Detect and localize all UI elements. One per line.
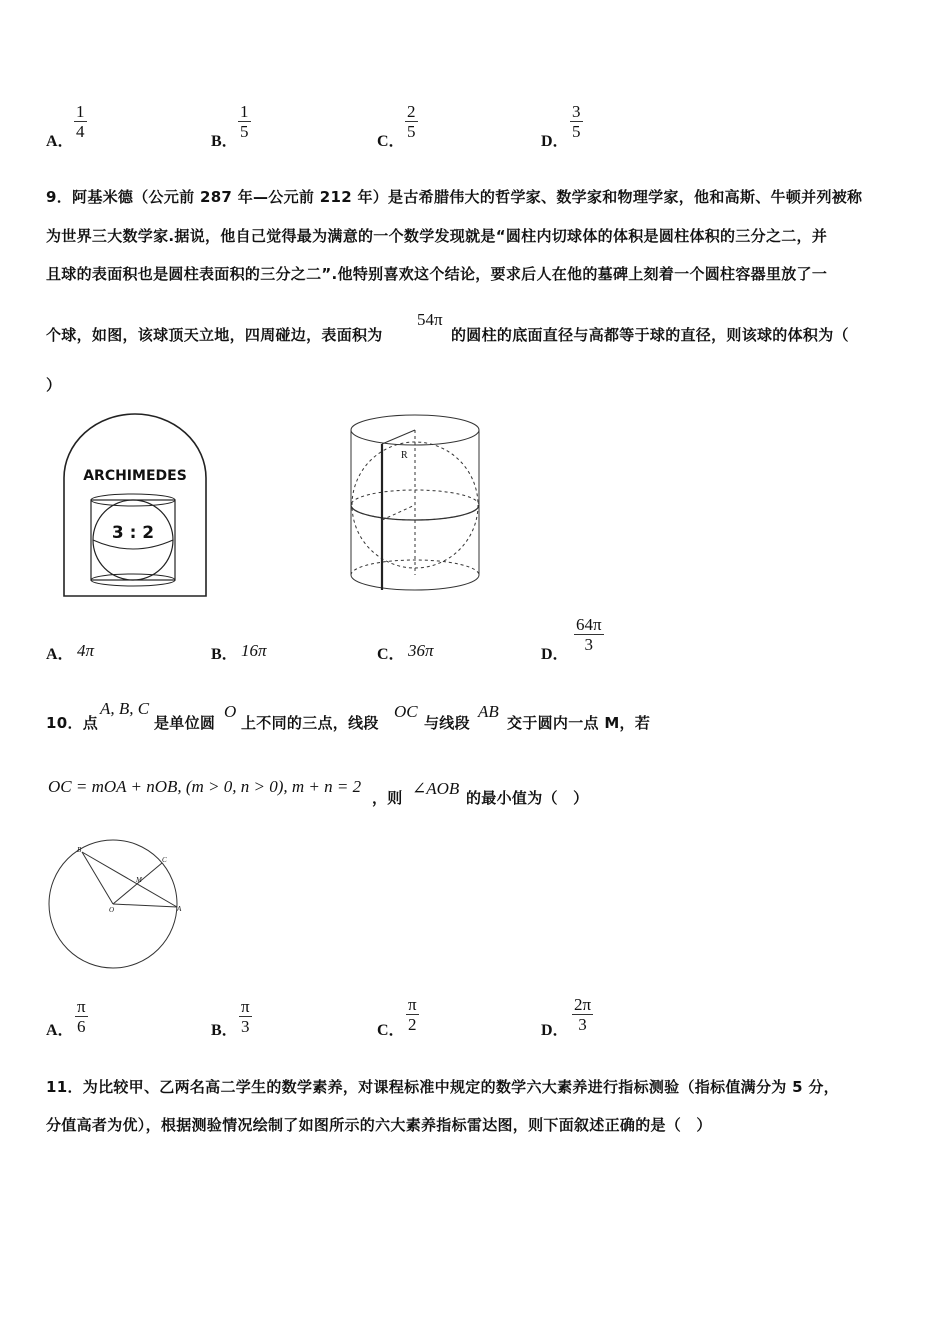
q10-center: O xyxy=(224,702,237,721)
q9-line-4b: 的圆柱的底面直径与高都等于球的直径，则该球的体积为（ xyxy=(451,326,849,344)
point-m-label: M xyxy=(136,876,142,884)
numerator: 2π xyxy=(574,995,592,1014)
q10-angle: ∠AOB xyxy=(412,779,460,798)
q9-line-2: 为世界三大数学家.据说，他自己觉得最为满意的一个数学发现就是“圆柱内切球体的体积是圆柱体积的三分之二，并 xyxy=(46,227,828,245)
q10-text-2: 上不同的三点，线段 xyxy=(241,714,379,732)
q8-option-d-fraction xyxy=(570,102,583,141)
numerator: π xyxy=(77,997,86,1016)
q10-option-d-letter: D． xyxy=(541,1022,569,1039)
denominator: 3 xyxy=(241,1017,250,1036)
q9-option-c-value: 36π xyxy=(408,641,434,660)
q10-text-1: 是单位圆 xyxy=(154,714,216,732)
q9-line-1: 9．阿基米德（公元前 287 年—公元前 212 年）是古希腊伟大的哲学家、数学家和物理学家，他和高斯、牛顿并列被称 xyxy=(46,188,863,206)
q10-option-c-letter: C． xyxy=(377,1022,405,1039)
q9-option-b-letter: B． xyxy=(211,646,238,663)
tomb-ratio: 3 : 2 xyxy=(111,523,155,543)
q10-text-5: ，则 xyxy=(372,789,403,807)
denominator: 5 xyxy=(572,122,581,141)
tomb-title: ARCHIMEDES xyxy=(83,468,187,484)
q10-segment-ab: AB xyxy=(478,702,499,721)
radius-label: R xyxy=(401,450,408,461)
q8-option-b-letter: B． xyxy=(211,133,238,150)
q9-option-d-letter: D． xyxy=(541,646,569,663)
point-c-label: C xyxy=(162,856,167,864)
denominator: 3 xyxy=(584,635,594,654)
q10-option-a-letter: A． xyxy=(46,1022,74,1039)
denominator: 5 xyxy=(407,122,416,141)
q8-option-b-fraction xyxy=(238,102,251,141)
q10-text-6: 的最小值为（ ） xyxy=(466,789,589,807)
q8-option-a-fraction xyxy=(74,102,87,141)
q10-option-d-fraction xyxy=(572,995,593,1034)
numerator: 64π xyxy=(576,615,602,634)
q9-option-a-letter: A． xyxy=(46,646,74,663)
point-a-label: A xyxy=(177,905,182,913)
q9-option-c-letter: C． xyxy=(377,646,405,663)
q9-line-3: 且球的表面积也是圆柱表面积的三分之二”.他特别喜欢这个结论，要求后人在他的墓碑上刻着一个圆柱容器里放了一 xyxy=(46,265,828,283)
denominator: 2 xyxy=(408,1015,417,1034)
q9-line-4a: 个球，如图，该球顶天立地，四周碰边，表面积为 xyxy=(46,326,383,344)
denominator: 6 xyxy=(77,1017,86,1036)
q10-equation: OC = mOA + nOB, (m > 0, n > 0), m + n = 2 xyxy=(48,777,362,796)
q10-option-b-letter: B． xyxy=(211,1022,238,1039)
denominator: 5 xyxy=(240,122,249,141)
q9-option-d-fraction xyxy=(574,615,604,654)
q10-option-c-fraction xyxy=(406,995,419,1034)
point-o-label: O xyxy=(109,906,115,914)
cylinder-sphere-figure xyxy=(344,410,486,598)
denominator: 4 xyxy=(76,122,85,141)
q10-prefix: 10．点 xyxy=(46,714,99,732)
q11-line-1: 11．为比较甲、乙两名高二学生的数学素养，对课程标准中规定的数学六大素养进行指标测验（指标值满分为 5 分， xyxy=(46,1078,839,1096)
q11-line-2: 分值高者为优），根据测验情况绘制了如图所示的六大素养指标雷达图，则下面叙述正确的是（ ） xyxy=(46,1116,712,1134)
denominator: 3 xyxy=(578,1015,587,1034)
numerator: 2 xyxy=(407,102,416,121)
numerator: 1 xyxy=(240,102,249,121)
numerator: π xyxy=(408,995,417,1014)
q8-option-c-fraction xyxy=(405,102,418,141)
q9-option-b-value: 16π xyxy=(241,641,267,660)
numerator: π xyxy=(241,997,250,1016)
archimedes-tomb-figure xyxy=(60,412,210,598)
q10-option-b-fraction xyxy=(239,997,252,1036)
q9-surface-area: 54π xyxy=(417,310,443,329)
q10-text-4: 交于圆内一点 M，若 xyxy=(507,714,651,732)
q8-option-a-letter: A． xyxy=(46,133,74,150)
q10-segment-oc: OC xyxy=(394,702,418,721)
point-b-label: B xyxy=(77,846,82,854)
q8-option-d-letter: D． xyxy=(541,133,569,150)
numerator: 3 xyxy=(572,102,581,121)
q10-points: A, B, C xyxy=(100,699,150,718)
q9-option-a-value: 4π xyxy=(77,641,95,660)
q10-text-3: 与线段 xyxy=(424,714,470,732)
q9-line-5: ） xyxy=(46,376,62,394)
q10-option-a-fraction xyxy=(75,997,88,1036)
numerator: 1 xyxy=(76,102,85,121)
q8-option-c-letter: C． xyxy=(377,133,405,150)
unit-circle-figure xyxy=(46,832,216,974)
